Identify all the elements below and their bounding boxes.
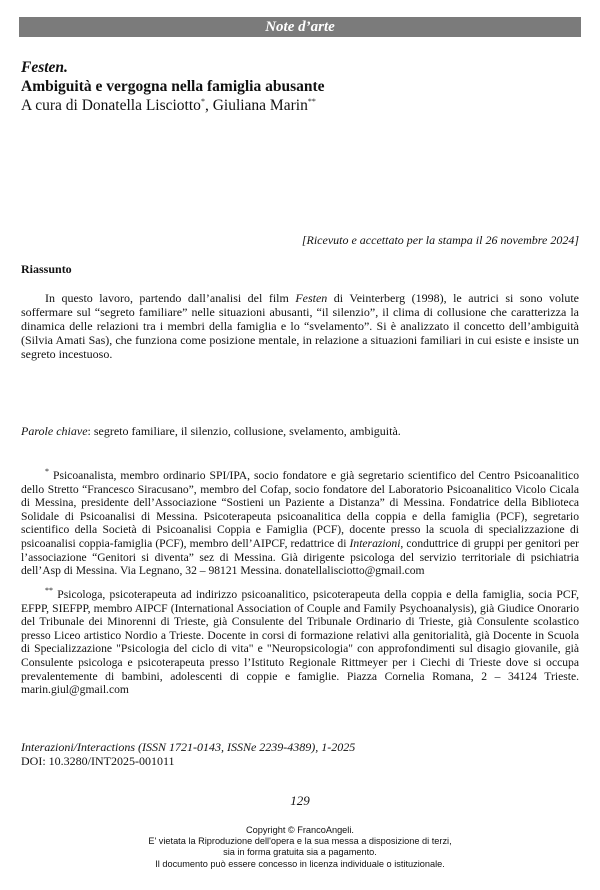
copyright-line: Il documento può essere concesso in licenza individuale o istituzionale. <box>155 858 445 869</box>
title-block <box>21 58 581 115</box>
footnote-1-text-b: , conduttrice di gruppi per genitori per l’associazione “Genitori si diventa” sez di Messina. Già dirigente psicologa del servizio territoriale di psichiatria dell’Asp di Messina. Via Legnano, 32 – 98121 Messina. donatellalisciotto@gmail.com <box>21 536 579 578</box>
footnote-1 <box>21 469 579 578</box>
abstract-part1: In questo lavoro, partendo dall’analisi del film <box>45 291 296 305</box>
article-authors <box>21 96 581 115</box>
author1-footnote-mark[interactable]: * <box>200 96 205 106</box>
author2-footnote-mark[interactable]: ** <box>307 96 316 106</box>
copyright-notice <box>0 825 600 870</box>
footnote-1-journal: Interazioni <box>349 536 401 550</box>
keywords-text: : segreto familiare, il silenzio, collusione, svelamento, ambiguità. <box>87 424 401 438</box>
article-title: Festen. <box>21 59 68 76</box>
received-note: [Ricevuto e accettato per la stampa il 26 novembre 2024] <box>301 233 579 247</box>
copyright-line: Copyright © FrancoAngeli. <box>246 825 354 835</box>
abstract-heading: Riassunto <box>21 262 72 276</box>
authors-prefix: A cura di Donatella Lisciotto <box>21 97 201 114</box>
doi[interactable]: DOI: 10.3280/INT2025-001011 <box>21 754 175 768</box>
abstract-film-title: Festen <box>295 291 328 305</box>
abstract-part2: di Veinterberg (1998), le autrici si sono volute soffermare sul “segreto familiare” nelle situazioni abusanti, “il silenzio”, il clima di collusione che caratterizza la dinamica delle relazioni tra i membri della famiglia e lo “svelamento”. Si è analizzato il concetto dell’ambiguità (Silvia Amati Sas), che funziona come posizione mentale, in relazione a situazioni familiari in cui esiste e insiste un segreto incestuoso. <box>21 291 579 361</box>
footnote-1-text-a: Psicoanalista, membro ordinario SPI/IPA, socio fondatore e già segretario scientifico del Centro Psicoanalitico dello Stretto “Francesco Siracusano”, membro del Cofap, socio fondatore del Laboratorio Psicoanalitico Vicolo Cicala di Messina, presidente dell’Associazione “Sostieni un Paziente a Distanza” di Messina. Fondatrice della Biblioteca Solidale di Psicoanalisi di Messina. Psicoterapeuta psicoanalitica della coppia e della famiglia (PCF), segretario scientifico della Società di Psicoanalisi Coppia e Famiglia (PCF), docente presso la scuola di specializzazione di psicoanalisi coppia-famiglia (PCF), membro dell’AIPCF, redattrice di <box>21 469 579 550</box>
abstract-text <box>21 291 579 361</box>
article-subtitle: Ambiguità e vergogna nella famiglia abusante <box>21 78 325 95</box>
journal-citation: Interazioni/Interactions (ISSN 1721-0143, ISSNe 2239-4389), 1-2025 <box>21 740 356 754</box>
authors-second: , Giuliana Marin <box>204 97 308 114</box>
footnote-2-mark: ** <box>45 586 53 596</box>
footnote-2-text: Psicologa, psicoterapeuta ad indirizzo psicoanalitico, psicoterapeuta della coppia e della famiglia, socia PCF, EFPP, SIEFPP, membro AIPCF (International Association of Couple and Family Psychoanalysis), già Giudice Onorario del Tribunale dei Minorenni di Trieste, già Consulente del Tribunale Ordinario di Trieste, già Consulente scolastico presso Liceo artistico Nordio a Trieste. Docente in corsi di formazione relativi alla genitorialità, già Docente in Scuola di Specializzazione "Psicologia del ciclo di vita" e "Neuropsicologia" con approfondimenti sul disagio giovanile, già Consulente psicologa e psicoterapeuta presso l’Istituto Regionale Rittmeyer per i Ciechi di Trieste dove si occupa prevalentemente di bambini, adolescenti di coppie e famiglie. Piazza Cornelia Romana, 2 – 34124 Trieste. marin.giul@gmail.com <box>21 588 579 697</box>
footnote-1-mark: * <box>45 467 49 477</box>
keywords <box>21 424 579 438</box>
page-number: 129 <box>290 793 310 808</box>
keywords-label: Parole chiave <box>21 424 88 438</box>
copyright-line: sia in forma gratuita sia a pagamento. <box>223 847 377 858</box>
footnote-2 <box>21 588 579 697</box>
copyright-line: E' vietata la Riproduzione dell'opera e la sua messa a disposizione di terzi, <box>148 836 452 847</box>
section-banner: Note d’arte <box>19 17 581 37</box>
